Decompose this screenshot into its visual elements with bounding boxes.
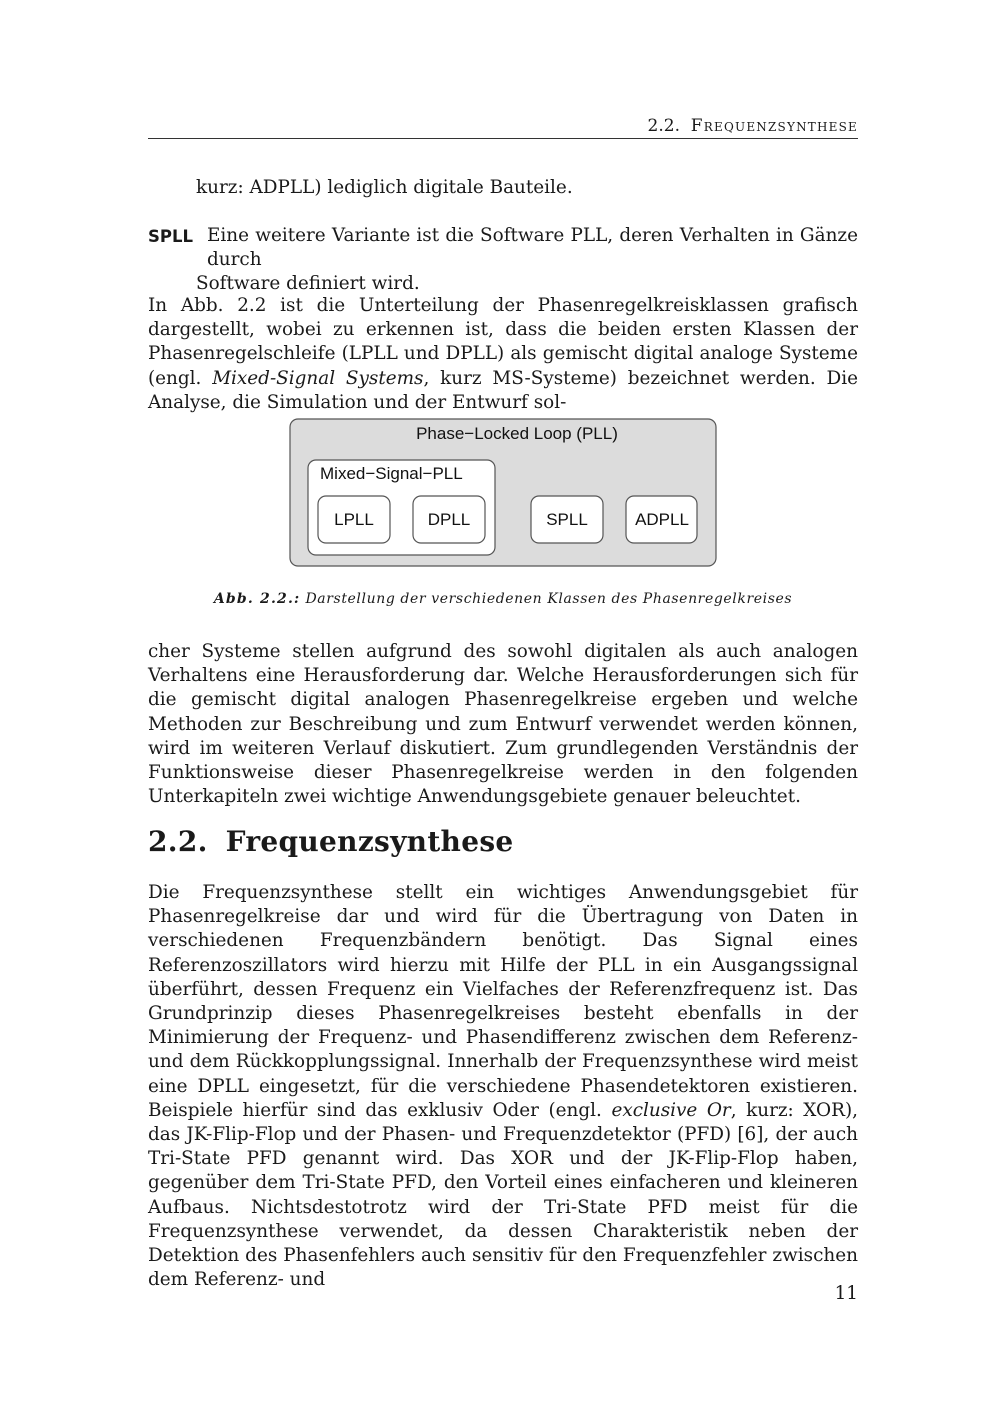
outer-pll-title: Phase−Locked Loop (PLL) xyxy=(416,424,618,443)
section-heading xyxy=(148,825,514,858)
section-heading-title: Frequenzsynthese xyxy=(225,825,514,858)
spll-description-line-2: Software definiert wird. xyxy=(196,273,420,295)
running-header xyxy=(148,116,858,139)
section-paragraph-part-2: , kurz: XOR), das JK-Flip-Flop und der Phasen- und Frequenzdetektor (PFD) [6], der auch Tri-State PFD genannt wird. Das XOR und der JK-Flip-Flop haben, gegenüber dem Tri-State PFD, den Vorteil eines einfacheren und kleineren Aufbaus. Nichtsdestotrotz wird der Tri-State PFD meist für die Frequenzsynthese verwendet, da dessen Charakteristik neben der Detektion des Phasenfehlers auch sensitiv für den Frequenzfehler zwischen dem Referenz- und xyxy=(148,1099,858,1291)
continuation-line: kurz: ADPLL) lediglich digitale Bauteile. xyxy=(196,177,573,198)
spll-description-line-1: Eine weitere Variante ist die Software PLL, deren Verhalten in Gänze durch xyxy=(207,225,858,271)
pll-classes-diagram xyxy=(289,418,719,570)
header-section-number: 2.2. xyxy=(647,116,680,136)
spll-label: SPLL xyxy=(546,510,588,529)
intro-paragraph-part-1: In Abb. 2.2 ist die Unterteilung der Phasenregelkreisklassen grafisch dargestellt, wobei zu erkennen ist, dass die beiden ersten Klassen der Phasenregelschleife (LPLL und DPLL) als gemischt digital analoge Systeme (engl. xyxy=(148,295,858,389)
spll-description xyxy=(196,224,858,297)
section-heading-number: 2.2. xyxy=(148,825,208,858)
header-section-title: Frequenzsynthese xyxy=(690,116,858,136)
page-number: 11 xyxy=(834,1283,858,1304)
spll-term-label: SPLL xyxy=(148,227,194,246)
mixed-signal-group-title: Mixed−Signal−PLL xyxy=(320,464,463,483)
figure-caption xyxy=(148,591,858,607)
intro-paragraph xyxy=(148,294,858,415)
paragraph-after-figure: cher Systeme stellen aufgrund des sowohl digitalen als auch analogen Verhaltens eine Herausforderung dar. Welche Herausforderungen sich für die gemischt digital analogen Phasenregelkreise ergeben und welche Methoden zur Beschreibung und zum Entwurf verwendet werden können, wird im weiteren Verlauf diskutiert. Zum grundlegenden Verständnis der Funktionsweise dieser Phasenregelkreise werden in den folgenden Unterkapiteln zwei wichtige Anwendungsgebiete genauer beleuchtet. xyxy=(148,641,858,808)
intro-italic-term: Mixed-Signal Systems xyxy=(212,367,424,389)
intro-paragraph-part-2: , kurz MS-Systeme) bezeichnet werden. Die Analyse, die Simulation und der Entwurf sol- xyxy=(148,367,858,413)
figure-caption-text: Darstellung der verschiedenen Klassen des Phasenregelkreises xyxy=(305,591,793,607)
section-paragraph-part-1: Die Frequenzsynthese stellt ein wichtiges Anwendungsgebiet für Phasenregelkreise dar und wird für die Übertragung von Daten in verschiedenen Frequenzbändern benötigt. Das Signal eines Referenzoszillators wird hierzu mit Hilfe der PLL in ein Ausgangssignal überführt, dessen Frequenz ein Vielfaches der Referenzfrequenz ist. Das Grundprinzip dieses Phasenregelkreises besteht ebenfalls in der Minimierung der Frequenz- und Phasendifferenz zwischen dem Referenz- und dem Rückkopplungssignal. Innerhalb der Frequenzsynthese wird meist eine DPLL eingesetzt, für die verschiedene Phasendetektoren existieren. Beispiele hierfür sind das exklusiv Oder (engl. xyxy=(148,882,858,1121)
figure-caption-label: Abb. 2.2.: xyxy=(213,591,301,607)
adpll-label: ADPLL xyxy=(635,510,689,529)
section-paragraph xyxy=(148,881,858,1292)
section-italic-term: exclusive Or xyxy=(611,1099,731,1121)
dpll-label: DPLL xyxy=(427,510,471,529)
lpll-label: LPLL xyxy=(334,510,374,529)
